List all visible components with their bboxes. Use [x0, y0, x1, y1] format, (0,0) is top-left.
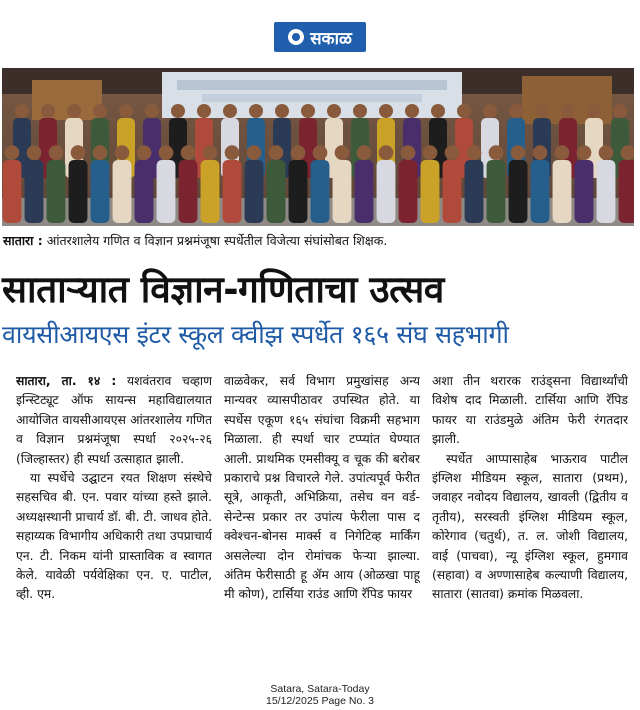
footer-edition: Satara, Satara-Today [270, 683, 370, 695]
newspaper-logo [274, 22, 366, 52]
group-photo [2, 68, 634, 226]
article-column-3 [432, 372, 628, 680]
article-dateline: सातारा, ता. १४ : [16, 374, 117, 388]
subheadline: वायसीआयएस इंटर स्कूल क्वीझ स्पर्धेत १६५ संघ सहभागी [2, 320, 509, 349]
article-paragraph: अशा तीन थरारक राउंड्सना विद्यार्थ्यांची विशेष दाद मिळाली. टार्सिया आणि रॅपिड फायर या राउंडमुळे अंतिम फेरी रंगतदार झाली. [432, 374, 628, 447]
article-paragraph: वाळवेकर, सर्व विभाग प्रमुखांसह अन्य मान्यवर व्यासपीठावर उपस्थित होते. या स्पर्धेस एकूण १६५ संघांचा विक्रमी सहभाग मिळाला. ही स्पर्धा चार टप्प्यांत घेण्यात आली. प्राथमिक एमसीक्यू व चूक की बरोबर प्रकाराचे प्रश्न विचारले गेले. उपांत्यपूर्व फेरीत सूत्रे, आकृती, अभिक्रिया, तसेच वन वर्ड-सेन्टेन्स प्रकार तर उपांत्य फेरीला पास द क्वेश्चन-बोनस मार्क्स व निगेटिव्ह मार्किंग असलेल्या दोन रोमांचक फेऱ्या झाल्या. अंतिम फेरीसाठी हू ॲम आय (ओळखा पाहू मी कोण), टार्सिया राउंड आणि रॅपिड फायर [224, 374, 420, 602]
group-photo-illustration [2, 68, 634, 226]
article-paragraph: स्पर्धेत आप्पासाहेब भाऊराव पाटील इंग्लिश मीडियम स्कूल, सातारा (प्रथम), जवाहर नवोदय विद्यालय, खावली (द्वितीय व तृतीय), सरस्वती इंग्लिश मीडियम स्कूल, कोरेगाव (चतुर्थ), त. ल. जोशी विद्यालय, वाई (पाचवा), न्यू इंग्लिश स्कूल, हुमगाव (सहावा) व अण्णासाहेब कल्याणी विद्यालय, सातारा (सातवा) क्रमांक मिळवला. [432, 451, 628, 602]
headline: साताऱ्यात विज्ञान-गणिताचा उत्सव [2, 268, 444, 311]
article-body [16, 372, 628, 680]
page-footer [0, 683, 640, 707]
photo-caption [3, 232, 637, 250]
sakal-emblem-icon [288, 29, 304, 45]
logo-text: सकाळ [310, 28, 352, 49]
article-column-2 [224, 372, 420, 680]
article-paragraph [16, 372, 212, 469]
article-column-1 [16, 372, 212, 680]
caption-place: सातारा : [3, 233, 43, 248]
article-lead-text: यशवंतराव चव्हाण इन्स्टिट्यूट ऑफ सायन्स महाविद्यालयात आयोजित वायसीआयएस आंतरशालेय गणित व विज्ञान प्रश्नमंजूषा स्पर्धा २०२५-२६ (जिल्हास्तर) ही स्पर्धा उत्साहात झाली. [16, 374, 212, 466]
caption-text: आंतरशालेय गणित व विज्ञान प्रश्नमंजूषा स्पर्धेतील विजेत्या संघांसोबत शिक्षक. [42, 233, 388, 248]
article-paragraph: या स्पर्धेचे उद्घाटन रयत शिक्षण संस्थेचे सहसचिव बी. एन. पवार यांच्या हस्ते झाले. अध्यक्षस्थानी प्राचार्य डॉ. बी. टी. जाधव होते. सहाय्यक विभागीय अधिकारी तथा उपप्राचार्य एन. टी. निकम यांनी प्रास्ताविक व स्वागत केले. यावेळी पर्यवेक्षिका एन. ए. पाटील, व्ही. एम. [16, 471, 212, 602]
footer-date-page: 15/12/2025 Page No. 3 [265, 695, 374, 707]
